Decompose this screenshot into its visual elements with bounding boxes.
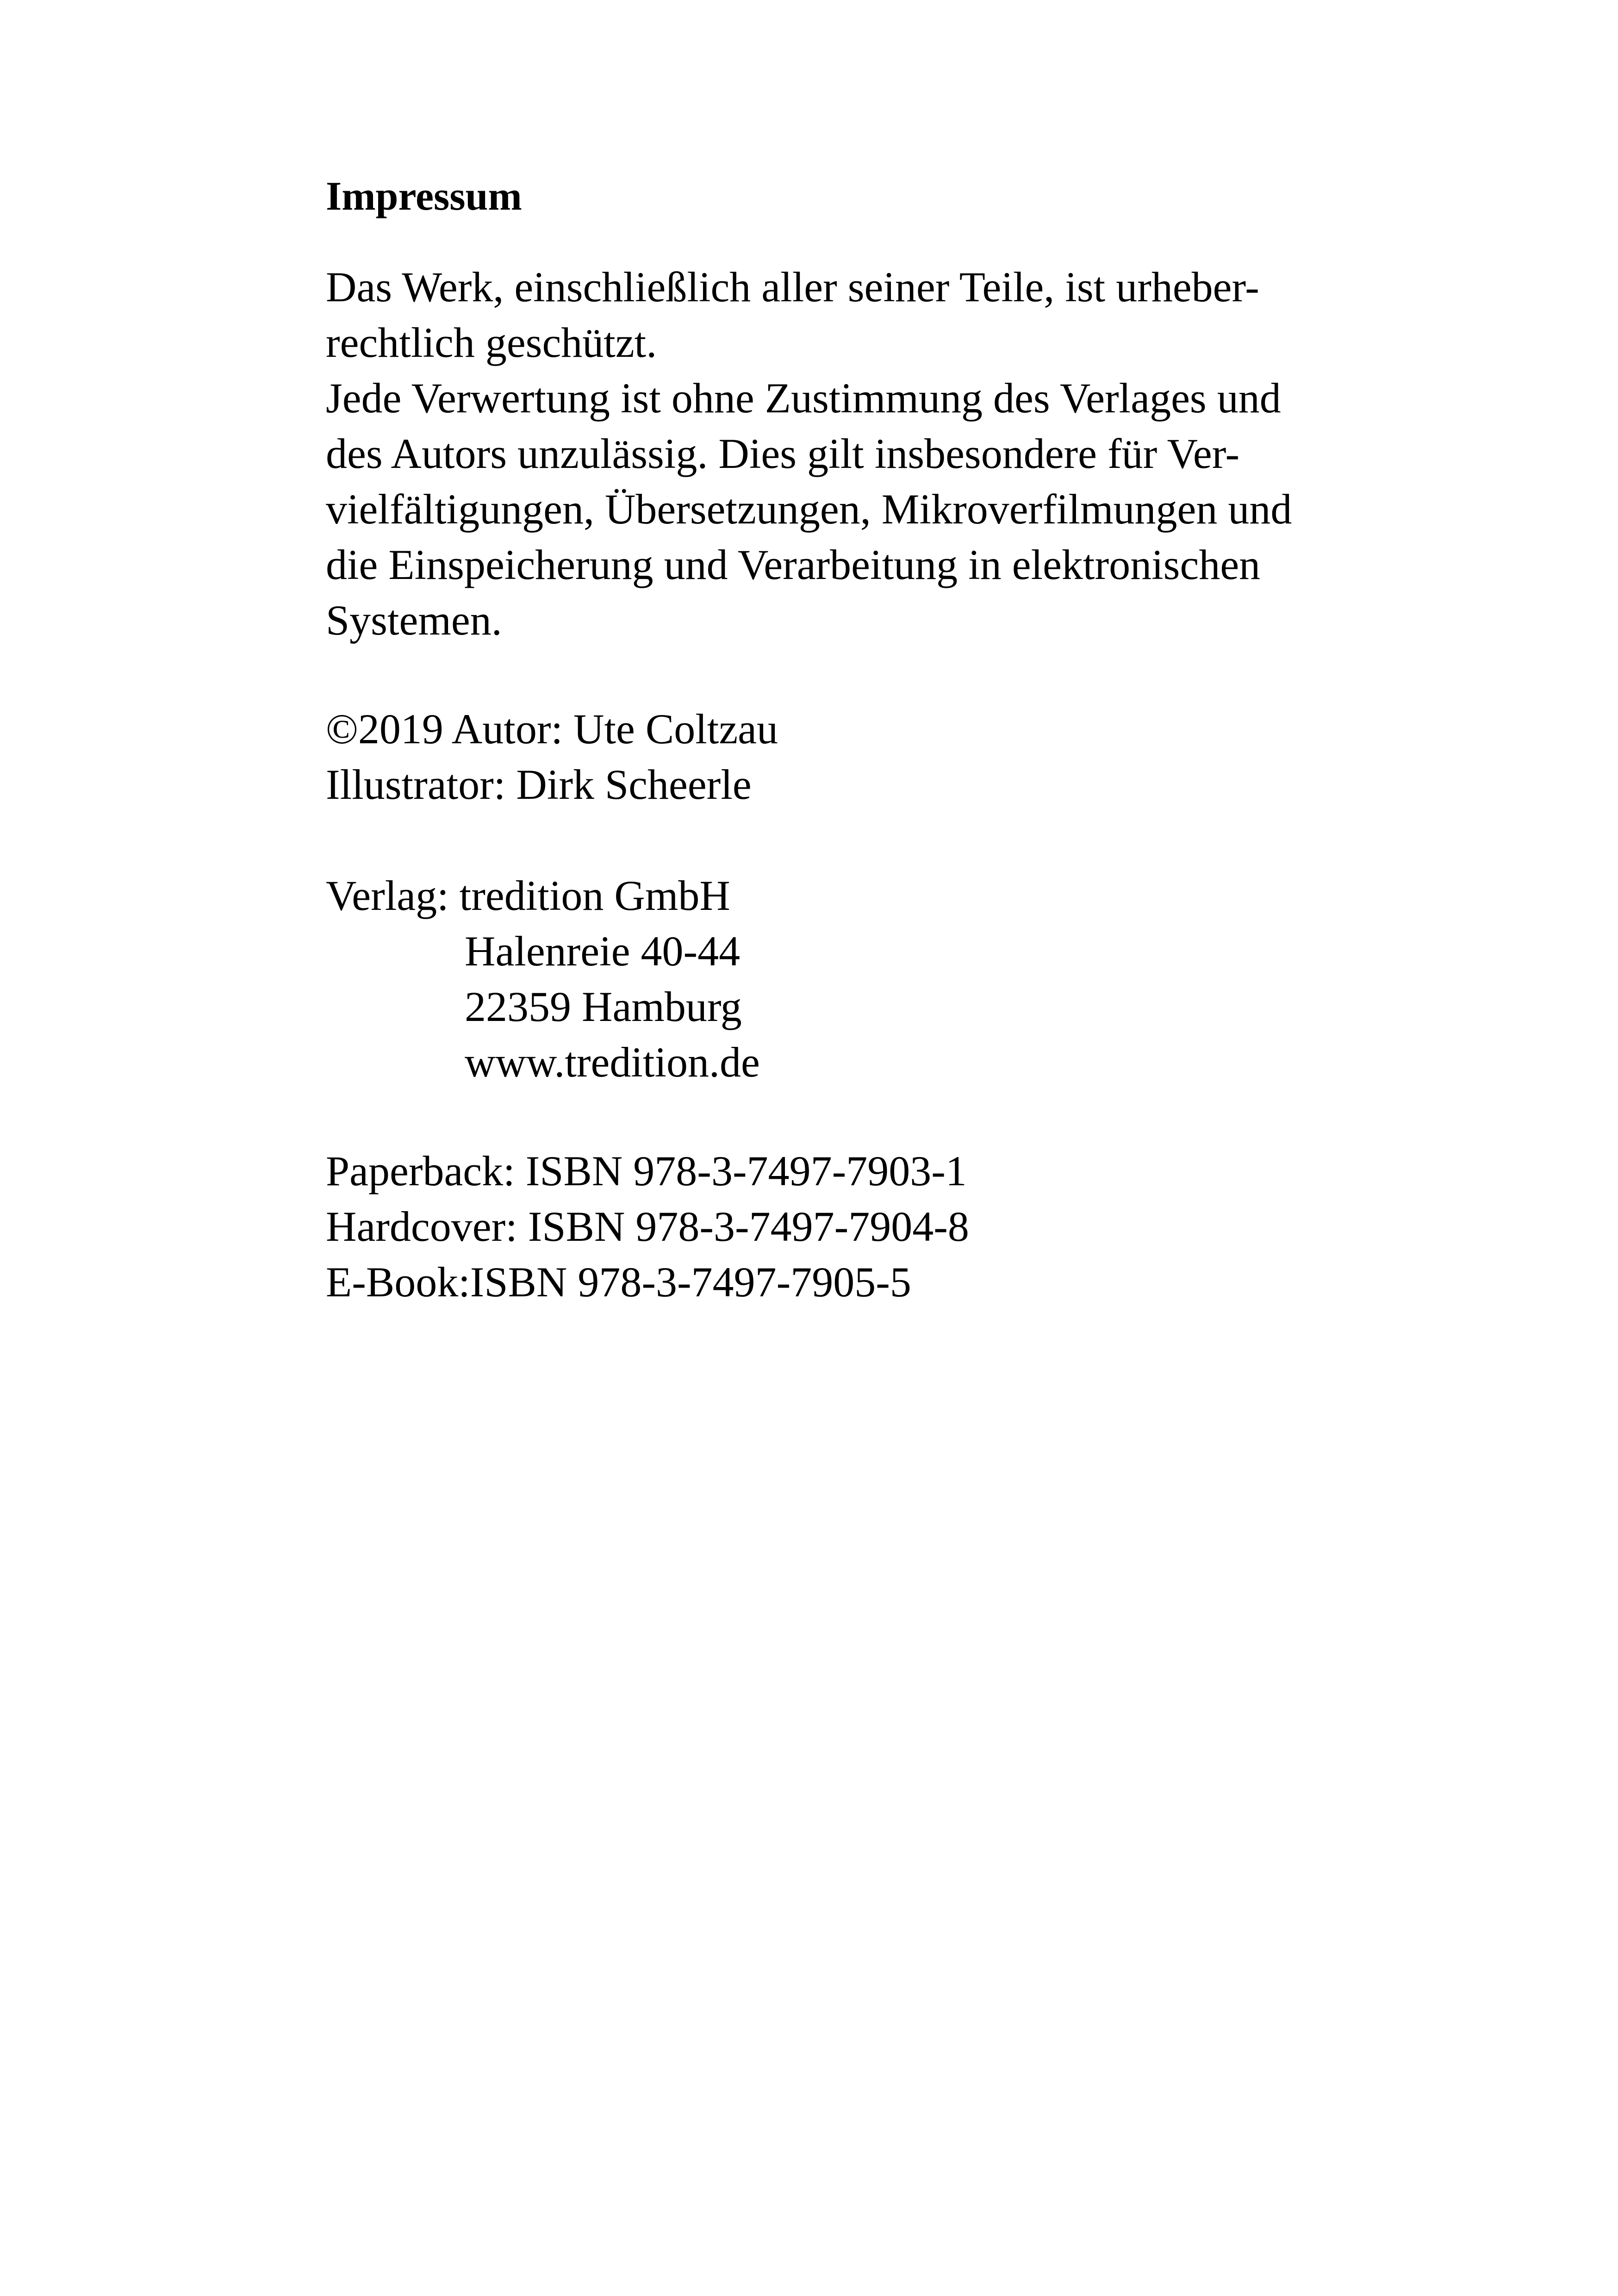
notice-line: vielfältigungen, Übersetzungen, Mikroverfilmungen und	[326, 485, 1292, 533]
publisher-name: Verlag: tredition GmbH	[326, 872, 730, 919]
publisher-city: 22359 Hamburg	[465, 983, 742, 1030]
notice-line: rechtlich geschützt.	[326, 319, 657, 366]
isbn-hardcover: Hardcover: ISBN 978-3-7497-7904-8	[326, 1203, 969, 1250]
notice-line: Jede Verwertung ist ohne Zustimmung des Verlages und	[326, 374, 1281, 422]
notice-line: die Einspeicherung und Verarbeitung in elektronischen	[326, 541, 1261, 588]
notice-line: Systemen.	[326, 597, 502, 644]
publisher-info	[326, 868, 1404, 1090]
author-credit: ©2019 Autor: Ute Coltzau	[326, 705, 778, 753]
isbn-ebook: E-Book:ISBN 978-3-7497-7905-5	[326, 1258, 911, 1306]
notice-line: Das Werk, einschließlich aller seiner Teile, ist urheber-	[326, 263, 1259, 311]
publisher-street: Halenreie 40-44	[465, 927, 741, 975]
isbn-paperback: Paperback: ISBN 978-3-7497-7903-1	[326, 1147, 967, 1195]
isbn-list	[326, 1143, 1404, 1310]
publisher-website: www.tredition.de	[465, 1039, 760, 1086]
page-title: Impressum	[326, 174, 522, 219]
illustrator-credit: Illustrator: Dirk Scheerle	[326, 761, 752, 808]
credits	[326, 701, 1404, 812]
notice-line: des Autors unzulässig. Dies gilt insbesondere für Ver-	[326, 430, 1240, 477]
copyright-notice	[326, 259, 1404, 648]
